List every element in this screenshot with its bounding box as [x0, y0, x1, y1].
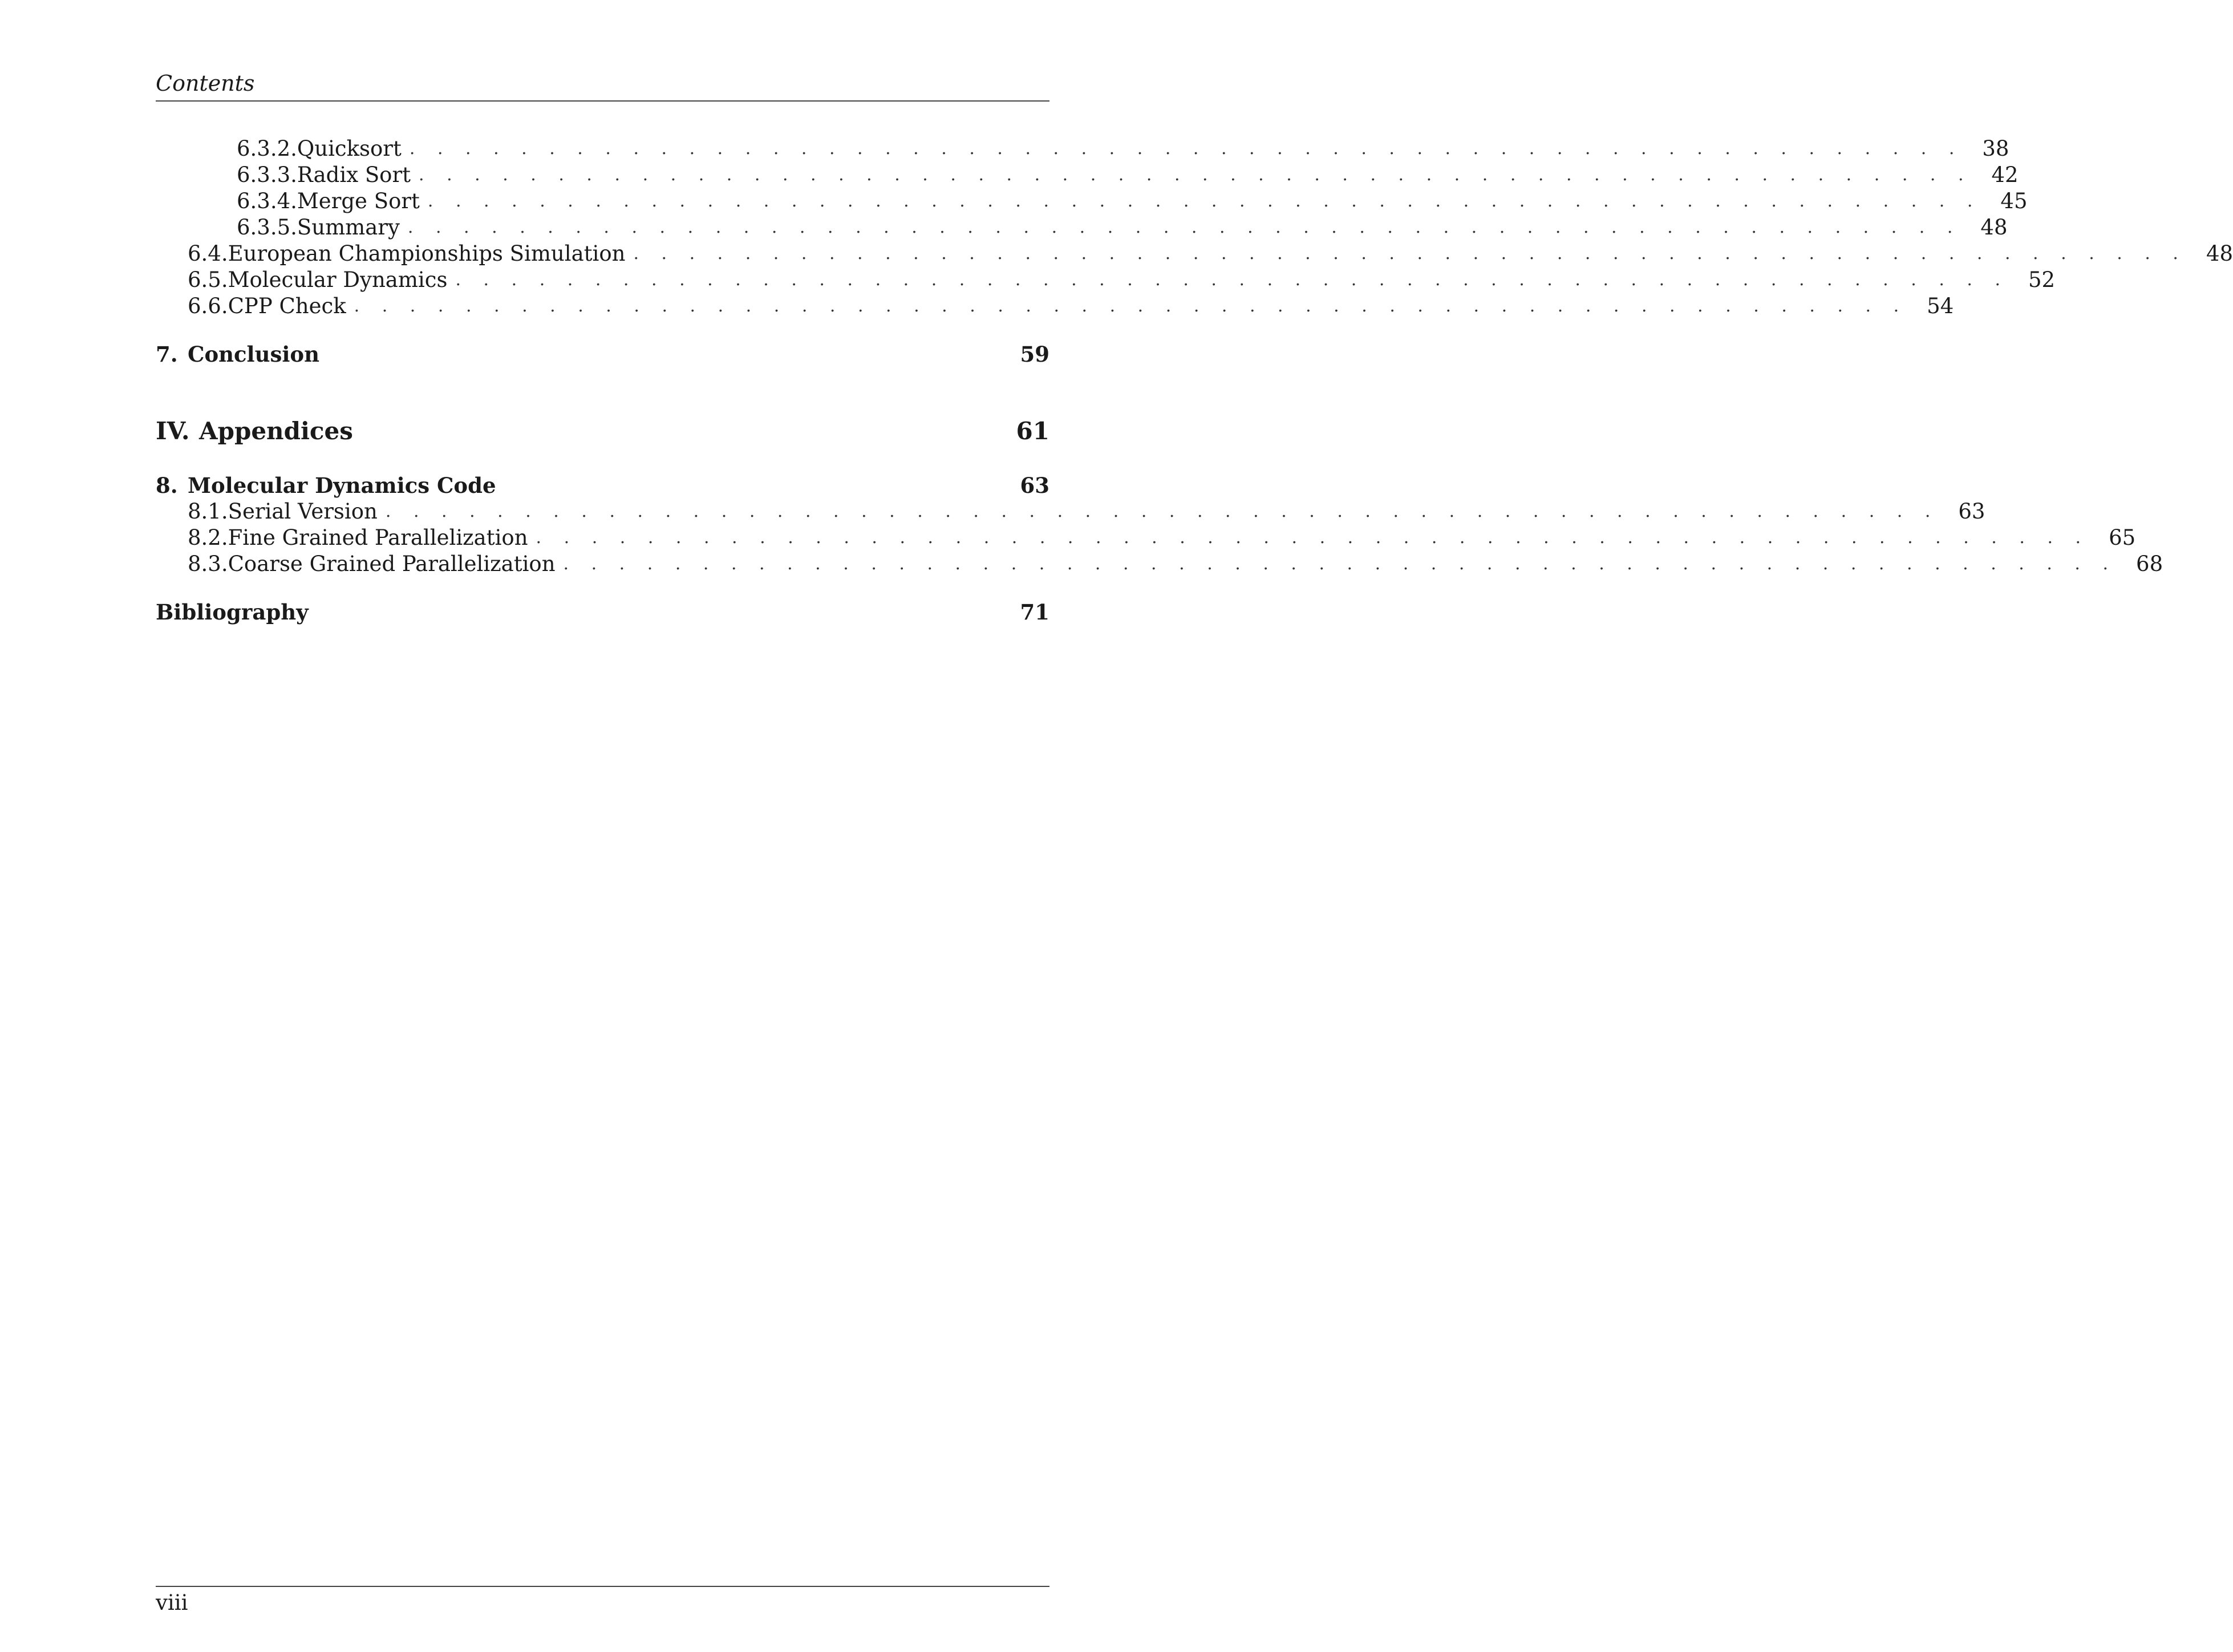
dot-leader: . . . . . . . . . . . . . . . . . . . . . . . . . . . . . . . . . . . . . . . . . . . . . . . . . . . . . . . . — [407, 217, 1962, 237]
dot-leader: . . . . . . . . . . . . . . . . . . . . . . . . . . . . . . . . . . . . . . . . . . . . . . . . . . . . . . . . — [563, 554, 2117, 574]
toc-entry-title: Serial Version — [228, 499, 378, 524]
toc-entry-number: 7. — [156, 342, 178, 367]
toc-entry-number: 6.3.4. — [237, 189, 297, 213]
toc-entry-title: Coarse Grained Parallelization — [228, 552, 556, 576]
dot-leader: . . . . . . . . . . . . . . . . . . . . . . . . . . . . . . . . . . . . . . . . . . . . . . . . . . . . . . . . — [427, 191, 1981, 211]
toc-entry-page: 63 — [1958, 499, 1985, 524]
toc-entry-number: 8.1. — [188, 499, 228, 524]
toc-entry[interactable] — [156, 214, 2008, 241]
toc-entry-number: IV. — [156, 417, 190, 445]
dot-leader: . . . . . . . . . . . . . . . . . . . . . . . . . . . . . . . . . . . . . . . . . . . . . . . . . . . . . . . . — [419, 165, 1972, 185]
toc-entry-number: 6.4. — [188, 241, 228, 266]
toc-chapter-conclusion[interactable] — [156, 341, 1049, 367]
toc-entry-title: CPP Check — [228, 294, 346, 318]
toc-entry[interactable] — [156, 293, 1954, 319]
toc-part-appendices[interactable] — [156, 415, 1049, 447]
toc-entry-title: Conclusion — [188, 342, 319, 367]
toc-entry-page: 61 — [1016, 417, 1049, 445]
toc-entry[interactable] — [156, 188, 2028, 214]
toc-entry[interactable] — [156, 162, 2019, 188]
toc-entry-page: 59 — [1020, 342, 1049, 367]
toc-entry-title: Merge Sort — [297, 189, 420, 213]
toc-entry[interactable] — [156, 267, 2056, 293]
toc-entry-title: Molecular Dynamics — [228, 268, 448, 292]
toc-entry-page: 42 — [1991, 163, 2019, 187]
running-header — [156, 67, 1049, 102]
toc-entry-title: Quicksort — [297, 136, 402, 161]
dot-leader: . . . . . . . . . . . . . . . . . . . . . . . . . . . . . . . . . . . . . . . . . . . . . . . . . . . . . . . . — [409, 139, 1963, 159]
header-title: Contents — [156, 71, 255, 96]
toc-entry-title: Molecular Dynamics Code — [188, 473, 496, 498]
toc-entry-number: 6.6. — [188, 294, 228, 318]
dot-leader: . . . . . . . . . . . . . . . . . . . . . . . . . . . . . . . . . . . . . . . . . . . . . . . . . . . . . . . . — [354, 296, 1908, 316]
dot-leader: . . . . . . . . . . . . . . . . . . . . . . . . . . . . . . . . . . . . . . . . . . . . . . . . . . . . . . . . — [455, 270, 2009, 290]
toc-chapter-bibliography[interactable] — [156, 599, 1049, 625]
toc-entry-number: 8.2. — [188, 525, 228, 550]
toc-chapter-md-code[interactable] — [156, 472, 1049, 499]
toc-entry[interactable] — [156, 499, 1985, 525]
page-number: viii — [156, 1590, 188, 1615]
toc-entry-title: Appendices — [199, 417, 353, 445]
toc-entry-page: 65 — [2109, 525, 2136, 550]
toc-entry-title: European Championships Simulation — [228, 241, 626, 266]
toc-entry-page: 45 — [2000, 189, 2028, 213]
toc-entry-page: 48 — [2206, 241, 2233, 266]
toc-entry-number: 6.3.2. — [237, 136, 297, 161]
toc-entry-page: 63 — [1020, 473, 1049, 498]
toc-entry[interactable] — [156, 241, 2233, 267]
toc-entry-title: Fine Grained Parallelization — [228, 525, 528, 550]
toc-entry-number: 6.5. — [188, 268, 228, 292]
toc-entry-page: 38 — [1982, 136, 2009, 161]
toc-entry-number: 6.3.5. — [237, 215, 297, 240]
dot-leader: . . . . . . . . . . . . . . . . . . . . . . . . . . . . . . . . . . . . . . . . . . . . . . . . . . . . . . . . — [536, 528, 2090, 548]
toc-entry-page: 71 — [1020, 600, 1049, 625]
toc-entry-title: Summary — [297, 215, 400, 240]
toc-entry-page: 54 — [1927, 294, 1954, 318]
toc-entry-number: 8.3. — [188, 552, 228, 576]
toc-entry-number: 8. — [156, 473, 178, 498]
toc-entry[interactable] — [156, 551, 2163, 577]
toc-entry-page: 48 — [1980, 215, 2008, 240]
toc-entry-title: Radix Sort — [297, 163, 411, 187]
toc-entry-number: 6.3.3. — [237, 163, 297, 187]
toc-entry[interactable] — [156, 136, 2009, 162]
footer-rule — [156, 1586, 1049, 1587]
toc-entry-title: Bibliography — [156, 600, 309, 625]
toc-entry-page: 68 — [2136, 552, 2163, 576]
toc-entry[interactable] — [156, 525, 2136, 551]
dot-leader: . . . . . . . . . . . . . . . . . . . . . . . . . . . . . . . . . . . . . . . . . . . . . . . . . . . . . . . . — [633, 244, 2187, 264]
dot-leader: . . . . . . . . . . . . . . . . . . . . . . . . . . . . . . . . . . . . . . . . . . . . . . . . . . . . . . . . — [385, 501, 1939, 521]
toc-entry-page: 52 — [2028, 268, 2056, 292]
